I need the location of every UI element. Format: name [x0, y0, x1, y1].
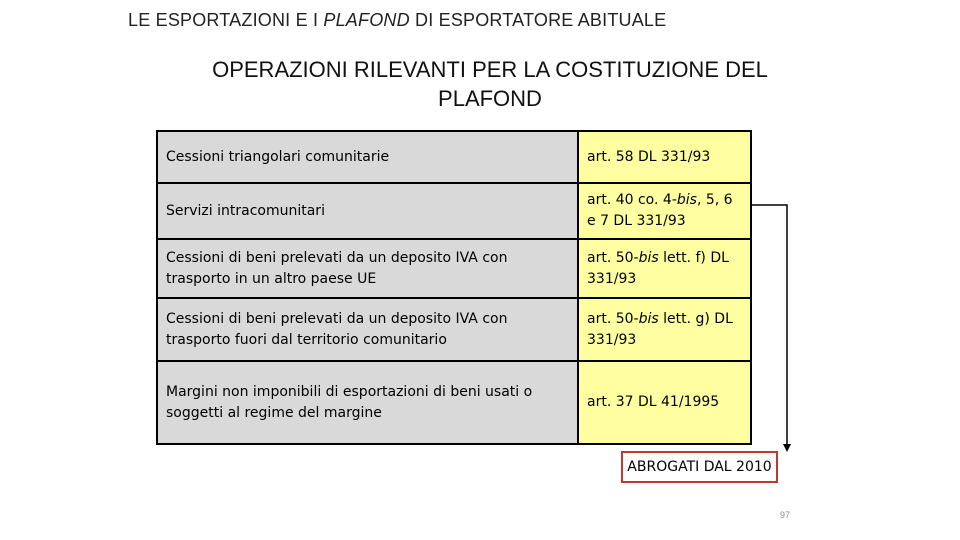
abrogati-note: ABROGATI DAL 2010 [621, 451, 778, 483]
reference-text-end: lett. f) DL 331/93 [587, 249, 729, 287]
page-number: 97 [780, 510, 791, 520]
reference-italic: bis [638, 249, 659, 266]
row-description: Margini non imponibili di esportazioni di beni usati o soggetti al regime del margine [157, 361, 578, 444]
header-title-italic: PLAFOND [323, 10, 410, 30]
reference-text-end: lett. g) DL 331/93 [587, 310, 733, 348]
reference-text: art. 58 DL 331/93 [587, 148, 711, 165]
row-description: Servizi intracomunitari [157, 183, 578, 239]
slide-title-line-1: OPERAZIONI RILEVANTI PER LA COSTITUZIONE DEL [212, 57, 768, 82]
reference-text: art. 50- [587, 310, 639, 327]
row-description: Cessioni triangolari comunitarie [157, 131, 578, 183]
connector-line [752, 205, 787, 446]
reference-italic: bis [676, 192, 697, 208]
reference-text: art. 50- [587, 249, 639, 266]
header-title-prefix: LE ESPORTAZIONI E I [128, 10, 324, 30]
reference-text: art. 37 DL 41/1995 [587, 394, 720, 410]
header-title-suffix: DI ESPORTATORE ABITUALE [409, 10, 667, 30]
arrow-head [783, 444, 791, 452]
reference-italic: bis [638, 310, 659, 327]
row-description: Cessioni di beni prelevati da un deposito IVA con trasporto in un altro paese UE [157, 239, 578, 298]
slide-title-line-2: PLAFOND [438, 86, 542, 111]
row-description: Cessioni di beni prelevati da un deposito IVA con trasporto fuori dal territorio comunitario [157, 298, 578, 361]
reference-text-end: , 5, 6 e 7 DL 331/93 [587, 192, 733, 229]
reference-text: art. 40 co. 4- [587, 192, 677, 208]
